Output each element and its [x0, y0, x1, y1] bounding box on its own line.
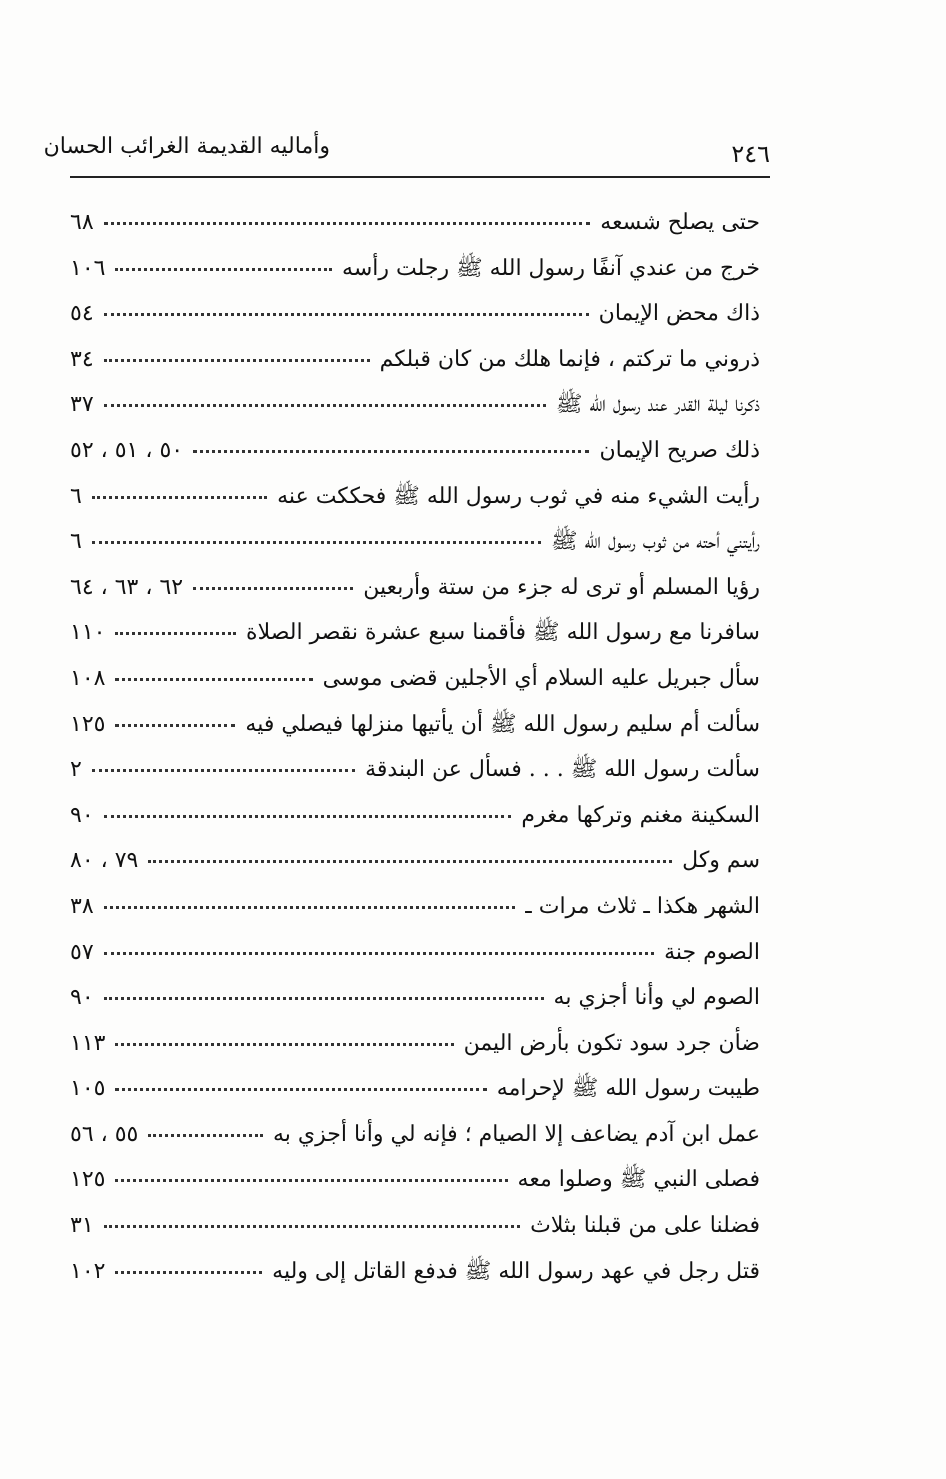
entry-text: قتل رجل في عهد رسول الله ﷺ فدفع القاتل إلى وليه	[272, 1258, 760, 1284]
index-entry	[70, 1066, 760, 1112]
index-entry	[70, 884, 760, 930]
entry-pages: ٦	[70, 529, 82, 555]
index-entry	[70, 200, 760, 246]
index-entry	[70, 838, 760, 884]
entry-pages: ١٠٦	[70, 255, 106, 281]
entry-pages: ١١٣	[70, 1030, 106, 1056]
index-entry	[70, 337, 760, 383]
entry-text: ذكرنا ليلة القدر عند رسول الله ﷺ	[555, 392, 760, 418]
dot-leader	[104, 905, 516, 909]
dot-leader	[115, 1270, 262, 1274]
index-entry	[70, 246, 760, 292]
entry-text: رأيت الشيء منه في ثوب رسول الله ﷺ فحككت عنه	[277, 483, 760, 509]
entry-text: فضلنا على من قبلنا بثلاث	[530, 1213, 760, 1239]
entry-text: ذلك صريح الإيمان	[599, 437, 760, 463]
entry-text: عمل ابن آدم يضاعف إلا الصيام ؛ فإنه لي وأنا أجزي به	[273, 1121, 760, 1147]
entry-pages: ٩٠	[70, 802, 94, 828]
entry-text: السكينة مغنم وتركها مغرم	[521, 802, 760, 828]
dot-leader	[104, 1224, 521, 1228]
entry-pages: ١٠٥	[70, 1076, 106, 1102]
dot-leader	[115, 267, 332, 271]
entry-pages: ٢	[70, 757, 82, 783]
entry-pages: ٦٢ ، ٦٣ ، ٦٤	[70, 574, 184, 600]
dot-leader	[193, 449, 589, 453]
dot-leader	[115, 631, 236, 635]
dot-leader	[104, 403, 546, 407]
index-entry	[70, 565, 760, 611]
index-entry	[70, 702, 760, 748]
index-entry	[70, 1203, 760, 1249]
entry-pages: ٦	[70, 483, 82, 509]
entry-pages: ٥٧	[70, 939, 94, 965]
index-entry	[70, 1112, 760, 1158]
index-entry	[70, 975, 760, 1021]
running-title: وأماليه القديمة الغرائب الحسان	[43, 134, 330, 159]
dot-leader	[92, 540, 541, 544]
entry-pages: ٣٨	[70, 893, 94, 919]
index-entry	[70, 1157, 760, 1203]
entry-text: سافرنا مع رسول الله ﷺ فأقمنا سبع عشرة نقصر الصلاة	[246, 620, 760, 646]
index-entry	[70, 656, 760, 702]
entry-text: الصوم جنة	[664, 939, 760, 965]
index-entry	[70, 1249, 760, 1295]
entry-pages: ٣١	[70, 1213, 94, 1239]
index-entry	[70, 382, 760, 428]
index-entry	[70, 793, 760, 839]
dot-leader	[104, 312, 589, 316]
entry-pages: ٣٤	[70, 346, 94, 372]
entry-text: سألت أم سليم رسول الله ﷺ أن يأتيها منزلها فيصلي فيه	[245, 711, 760, 737]
dot-leader	[104, 221, 591, 225]
dot-leader	[104, 996, 544, 1000]
entry-text: فصلى النبي ﷺ وصلوا معه	[517, 1167, 760, 1193]
dot-leader	[115, 1042, 453, 1046]
index-entry	[70, 930, 760, 976]
entry-text: سألت رسول الله ﷺ . . . فسأل عن البندقة	[365, 757, 760, 783]
dot-leader	[148, 1133, 263, 1137]
entry-text: خرج من عندي آنفًا رسول الله ﷺ رجلت رأسه	[342, 255, 760, 281]
entry-pages: ٦٨	[70, 210, 94, 235]
dot-leader	[104, 358, 370, 362]
entry-pages: ٣٧	[70, 392, 94, 418]
dot-leader	[115, 1178, 507, 1182]
dot-leader	[104, 951, 654, 955]
index-entry	[70, 291, 760, 337]
entry-pages: ٥٤	[70, 301, 94, 327]
index-entry	[70, 519, 760, 565]
dot-leader	[148, 859, 672, 863]
running-header	[43, 130, 770, 174]
dot-leader	[104, 814, 512, 818]
index-entry	[70, 428, 760, 474]
entry-text: رؤيا المسلم أو ترى له جزء من ستة وأربعين	[363, 574, 760, 600]
entry-pages: ٥٠ ، ٥١ ، ٥٢	[70, 437, 184, 463]
entry-text: سم وكل	[682, 848, 760, 874]
entry-text: الصوم لي وأنا أجزي به	[553, 985, 760, 1011]
entry-pages: ٧٩ ، ٨٠	[70, 848, 139, 874]
entry-pages: ٩٠	[70, 985, 94, 1011]
entry-pages: ١٢٥	[70, 711, 106, 737]
dot-leader	[115, 723, 235, 727]
entry-pages: ١٠٢	[70, 1258, 106, 1284]
entry-text: الشهر هكذا ـ ثلاث مرات ـ	[525, 893, 760, 919]
entry-pages: ١٠٨	[70, 665, 106, 691]
dot-leader	[193, 586, 353, 590]
entry-text: حتى يصلح شسعه	[600, 210, 760, 235]
page-number: ٢٤٦	[731, 140, 770, 168]
entry-pages: ١٢٥	[70, 1167, 106, 1193]
index-entry	[70, 474, 760, 520]
dot-leader	[115, 677, 312, 681]
index-entry	[70, 747, 760, 793]
entry-text: ذاك محض الإيمان	[598, 301, 760, 327]
index-entry	[70, 1021, 760, 1067]
entry-text: ضأن جرد سود تكون بأرض اليمن	[463, 1030, 760, 1056]
dot-leader	[92, 495, 267, 499]
dot-leader	[115, 1087, 486, 1091]
entry-pages: ٥٥ ، ٥٦	[70, 1121, 139, 1147]
entry-text: سأل جبريل عليه السلام أي الأجلين قضى موسى	[322, 665, 760, 691]
entry-text: رأيتني أحته من ثوب رسول الله ﷺ	[550, 529, 760, 555]
entry-text: ذروني ما تركتم ، فإنما هلك من كان قبلكم	[379, 346, 760, 372]
dot-leader	[92, 768, 355, 772]
header-rule	[70, 176, 770, 178]
entry-pages: ١١٠	[70, 620, 106, 646]
hadith-index-list	[70, 200, 760, 1294]
entry-text: طيبت رسول الله ﷺ لإحرامه	[496, 1076, 760, 1102]
index-entry	[70, 610, 760, 656]
